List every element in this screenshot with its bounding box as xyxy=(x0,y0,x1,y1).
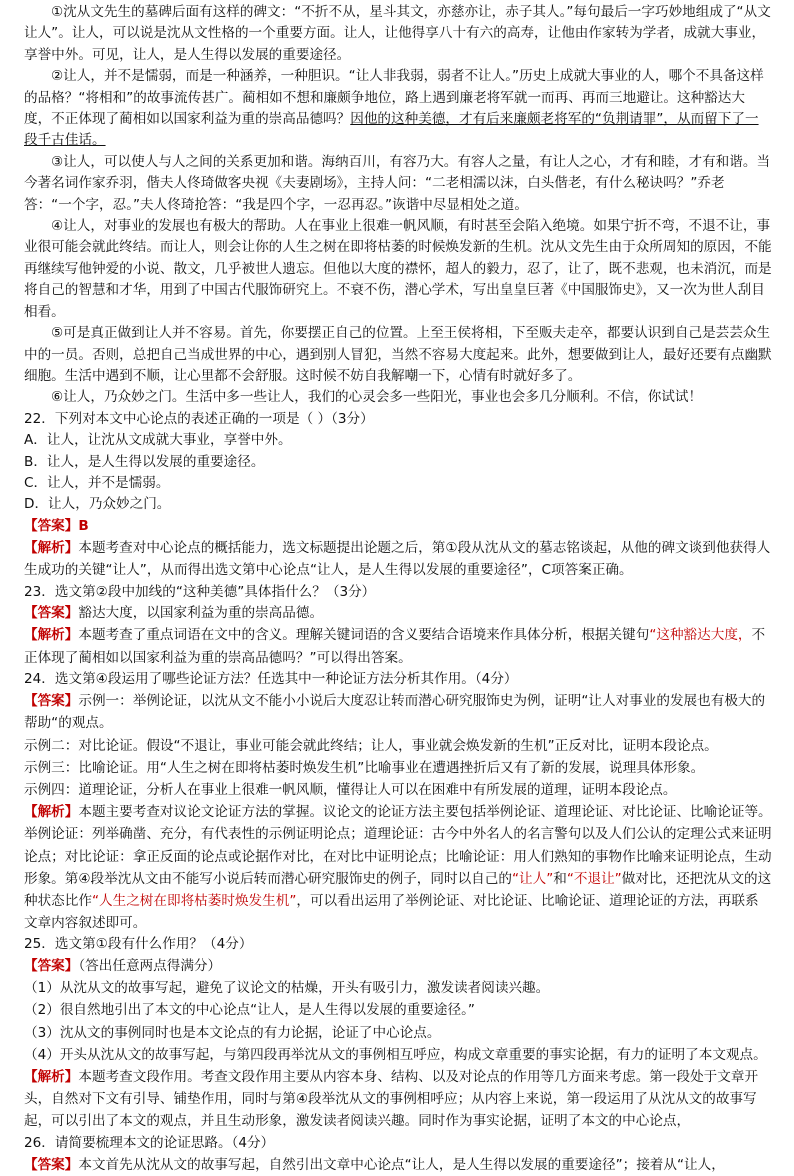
explanation-text: 本题主要考查对议论文论证方法的掌握。议论文的论证方法主要包括举例论证、道理论证、对比论证、比喻论证等。举例论证：列举确凿、充分，有代表性的示例证明论点；道理论证：古今中外名人的名言警句以及人们公认的定理公式来证明论点；对比论证：拿正反面的论点或论据作对比，在对比中证明论点；比喻论证：用人们熟知的事物作比喻来证明论点，生动形象。第④段举沈从文由不能写小说后转而潜心研究服饰史的例子，同时以自己的 xyxy=(24,804,772,887)
explanation-tag: 【解析】 xyxy=(24,540,79,557)
question-24-example-2: 示例二：对比论证。假设“不退让，事业可能会就此终结；让人，事业就会焕发新的生机”正反对比，证明本段论点。 xyxy=(24,737,718,754)
explanation-conjunction: 和 xyxy=(553,870,567,887)
passage-paragraph-3: ③让人，可以使人与人之间的关系更加和谐。海纳百川，有容乃大。有容人之量，有让人之心，才有和睦，才有和谐。当今著名词作家乔羽，偕夫人佟琦做客央视《夫妻剧场》，主持人问：“二老相濡以沫，白头偕老，有什么秘诀吗？”乔老答：“一个字，忍。”夫人佟琦抢答：“我是四个字，一忍再忍。”诙谐中尽显相处之道。 xyxy=(24,153,771,213)
document-page xyxy=(24,2,772,1176)
question-22-answer xyxy=(24,516,772,537)
passage-paragraph-2 xyxy=(24,66,772,152)
explanation-tag: 【解析】 xyxy=(24,1069,79,1086)
passage-paragraph-4: ④让人，对事业的发展也有极大的帮助。人在事业上很难一帆风顺，有时甚至会陷入绝境。如果宁折不弯，不退不让，事业很可能会就此终结。而让人，则会让你的人生之树在即将枯萎的时候焕发新的生机。沈从文先生由于众所周知的原因，不能再继续写他钟爱的小说、散文，几乎被世人遗忘。但他以大度的襟怀，超人的毅力，忍了，让了，既不悲观，也未消沉，而是将自己的智慧和才华，用到了中国古代服饰研究上。不衰不伤，潜心学术，写出皇皇巨著《中国服饰史》，又一次为世人刮目相看。 xyxy=(24,218,772,320)
question-25-answer xyxy=(24,956,772,977)
question-24-example-4: 示例四：道理论证，分析人在事业上很难一帆风顺，懂得让人可以在困难中有所发展的道理，证明本段论点。 xyxy=(24,782,677,798)
question-25-stem: 25．选文第①段有什么作用？（4分） xyxy=(24,936,253,953)
question-22-option-d: D．让人，乃众妙之门。 xyxy=(24,496,171,513)
question-22-option-a: A．让人，让沈从文成就大事业，享誉中外。 xyxy=(24,432,292,449)
question-24-example-3: 示例三：比喻论证。用“人生之树在即将枯萎时焕发生机”比喻事业在遭遇挫折后又有了新的发展，说理具体形象。 xyxy=(24,759,705,776)
answer-tag: 【答案】 xyxy=(24,693,79,710)
question-24-stem: 24．选文第④段运用了哪些论证方法？任选其中一种论证方法分析其作用。（4分） xyxy=(24,670,518,687)
explanation-text-end: ，可以看出运用了举例论证、对比论证、比喻论证、道理论证的方法，再联系文章内容叙述即可。 xyxy=(24,893,759,932)
passage-paragraph-5: ⑤可是真正做到让人并不容易。首先，你要摆正自己的位置。上至王侯将相，下至贩夫走卒，都要认识到自己是芸芸众生中的一员。否则，总把自己当成世界的中心，遇到别人冒犯，当然不容易大度起来。此外，想要做到让人，最好还要有点幽默细胞。生活中遇到不顺，让心里都不会舒服。这时候不妨自我解嘲一下，心情有时就好多了。 xyxy=(24,325,772,384)
explanation-quote: “让人” xyxy=(511,870,554,887)
question-23-stem: 23．选文第②段中加线的“这种美德”具体指什么？（3分） xyxy=(24,583,376,600)
explanation-text: 本题考查对中心论点的概括能力，选文标题提出论题之后，第①段从沈从文的墓志铭谈起，从他的碑文谈到他获得人生成功的关键“让人”，从而得出选文第中心论点“让人，是人生得以发展的重要途径”，C项答案正确。 xyxy=(24,540,771,579)
explanation-tag: 【解析】 xyxy=(24,627,79,644)
passage-paragraph-2-phrase: 种豁达大度，不正体现了蔺相如以国家利益为重的崇高品德吗？ xyxy=(24,89,745,128)
answer-text: B xyxy=(78,517,89,534)
answer-tag: 【答案】 xyxy=(24,1157,79,1174)
answer-tag: 【答案】 xyxy=(24,957,79,974)
answer-text: （答出任意两点得满分） xyxy=(78,957,222,974)
question-25-point-4: （4）开头从沈从文的故事写起，与第四段再举沈从文的事例相互呼应，构成文章重要的事实论据，有力的证明了本文观点。 xyxy=(24,1046,767,1063)
question-24-answer xyxy=(24,690,772,734)
question-22-option-b: B．让人，是人生得以发展的重要途径。 xyxy=(24,453,265,470)
question-24-explanation xyxy=(24,801,772,934)
underlined-sentence: 因他的这种美德，才有后来廉颇老将军的“负荆请罪”，从而留下了一段千古佳话。 xyxy=(24,111,759,149)
explanation-quote: “不退让” xyxy=(566,870,622,887)
question-25-point-2: （2）很自然地引出了本文的中心论点“让人，是人生得以发展的重要途径。” xyxy=(24,1002,475,1019)
question-25-point-1: （1）从沈从文的故事写起，避免了议论文的枯燥，开头有吸引力，激发读者阅读兴趣。 xyxy=(24,980,550,997)
question-25-point-3: （3）沈从文的事例同时也是本文论点的有力论据，论证了中心论点。 xyxy=(24,1024,441,1041)
explanation-quote: “这种豁达大度， xyxy=(649,627,752,644)
explanation-text: 做对比，还把沈从文的这种状态比作 xyxy=(24,870,772,910)
question-22-option-c: C．让人，并不是懦弱。 xyxy=(24,474,170,491)
question-23-answer xyxy=(24,603,772,624)
passage-paragraph-2-text: ②让人，并不是懦弱，而是一种涵养，一种胆识。“让人非我弱，弱者不让人。”历史上成就大事业的人，哪个不具备这样的品格？“将相和”的故事流传甚广。蔺相如不想和廉颇争地位，路上遇到廉老将军就一而再、再而三地避让。这 xyxy=(24,68,764,106)
answer-tag: 【答案】 xyxy=(24,604,79,621)
explanation-text-end: 不正体现了蔺相如以国家利益为重的崇高品德吗？”可以得出答案。 xyxy=(24,627,766,666)
question-23-explanation xyxy=(24,624,772,668)
question-26-answer xyxy=(24,1154,772,1176)
answer-text: 示例一：举例论证，以沈从文不能小小说后大度忍让转而潜心研究服饰史为例，证明“让人对事业的发展也有极大的帮助“的观点。 xyxy=(24,693,766,732)
explanation-tag: 【解析】 xyxy=(24,804,79,821)
answer-tag: 【答案】 xyxy=(24,517,79,534)
answer-text: 本文首先从沈从文的故事写起，自然引出文章中心论点“让人，是人生得以发展的重要途径”；接着从“让人， xyxy=(78,1157,725,1174)
question-22-explanation xyxy=(24,537,772,581)
passage-paragraph-6: ⑥让人，乃众妙之门。生活中多一些让人，我们的心灵会多一些阳光，事业也会多几分顺利。不信，你试试！ xyxy=(51,389,703,406)
explanation-quote: “人生之树在即将枯萎时焕发生机” xyxy=(91,893,297,910)
explanation-text: 本题考查文段作用。考查文段作用主要从内容本身、结构、以及对论点的作用等几方面来考虑。第一段处于文章开头，自然对下文有引导、铺垫作用，同时与第④段举沈从文的事例相呼应；从内容上来说，第一段运用了从沈从文的故事写起，可以引出了本文的观点，并且生动形象，激发读者阅读兴趣。同时作为事实论据，证明了本文的中心论点， xyxy=(24,1069,759,1130)
answer-text: 豁达大度，以国家利益为重的崇高品德。 xyxy=(78,604,324,621)
explanation-text: 本题考查了重点词语在文中的含义。理解关键词语的含义要结合语境来作具体分析，根据关键句 xyxy=(78,627,650,644)
question-26-stem: 26．请简要梳理本文的论证思路。（4分） xyxy=(24,1134,275,1151)
passage-paragraph-1: ①沈从文先生的墓碑后面有这样的碑文：“不折不从，星斗其文，亦慈亦让，赤子其人。”每句最后一字巧妙地组成了“从文让人”。让人，可以说是沈从文性格的一个重要方面。让人，让他得享八十有六的高寿，让他由作家转为学者，成就大事业，享誉中外。可见，让人，是人生得以发展的重要途径。 xyxy=(24,4,771,63)
question-22-stem: 22．下列对本文中心论点的表述正确的一项是（ ）（3分） xyxy=(24,410,374,427)
